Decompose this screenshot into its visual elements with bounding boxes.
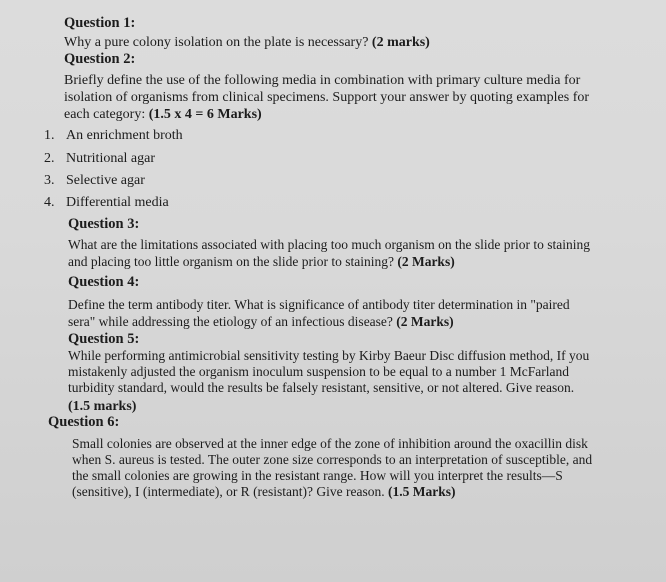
- question-2-line-2: isolation of organisms from clinical specimens. Support your answer by quoting examples for: [64, 90, 590, 105]
- question-2-marks: (1.5 x 4 = 6 Marks): [148, 107, 262, 122]
- question-3-line-2: [68, 254, 455, 269]
- list-item-number: 4.: [44, 195, 55, 210]
- question-3-line-1: What are the limitations associated with placing too much organism on the slide prior to staining: [68, 237, 591, 252]
- question-4-line-2: [68, 314, 454, 329]
- question-6-line-4-text: (sensitive), I (intermediate), or R (resistant)? Give reason.: [72, 484, 385, 499]
- question-4-title: Question 4:: [68, 274, 140, 290]
- question-5-title: Question 5:: [68, 331, 140, 347]
- question-6-title: Question 6:: [48, 414, 120, 430]
- question-6-marks: (1.5 Marks): [388, 484, 456, 499]
- question-1-title: Question 1:: [64, 15, 136, 31]
- question-5-marks: (1.5 marks): [68, 399, 137, 414]
- question-2-line-3-text: each category:: [64, 107, 146, 122]
- list-item-label: Selective agar: [66, 173, 145, 188]
- question-2-line-3: [64, 107, 262, 122]
- question-6-line-1: Small colonies are observed at the inner edge of the zone of inhibition around the oxacillin disk: [72, 436, 588, 451]
- question-2-title: Question 2:: [64, 51, 136, 67]
- list-item-number: 3.: [44, 173, 55, 188]
- question-4-line-2-text: sera" while addressing the etiology of an infectious disease?: [68, 314, 393, 329]
- question-3-line-2-text: and placing too little organism on the slide prior to staining?: [68, 254, 394, 269]
- question-1-marks: (2 marks): [371, 35, 430, 50]
- list-item-number: 1.: [44, 128, 55, 143]
- question-6-line-2: when S. aureus is tested. The outer zone size corresponds to an interpretation of susceptible, and: [72, 452, 593, 467]
- list-item-label: Differential media: [66, 195, 169, 210]
- question-4-marks: (2 Marks): [396, 314, 454, 329]
- list-item-label: Nutritional agar: [66, 151, 156, 166]
- question-6-line-3: the small colonies are growing in the resistant range. How will you interpret the results—S: [72, 468, 563, 483]
- question-3-title: Question 3:: [68, 216, 140, 232]
- question-3-marks: (2 Marks): [397, 254, 455, 269]
- question-5-line-1: While performing antimicrobial sensitivity testing by Kirby Baeur Disc diffusion method, If you: [68, 348, 590, 363]
- list-item-label: An enrichment broth: [66, 128, 183, 143]
- question-5-line-3: turbidity standard, would the results be falsely resistant, sensitive, or not altered. Give reason.: [68, 380, 575, 395]
- question-6-line-4: [72, 484, 456, 499]
- question-1-text: [64, 35, 430, 50]
- question-4-line-1: Define the term antibody titer. What is significance of antibody titer determination in "paired: [68, 297, 570, 312]
- question-5-line-2: mistakenly adjusted the organism inoculum suspension to be equal to a number 1 McFarland: [68, 364, 570, 379]
- question-2-line-1: Briefly define the use of the following media in combination with primary culture media for: [64, 73, 581, 88]
- question-1-prompt: Why a pure colony isolation on the plate is necessary?: [64, 35, 369, 50]
- list-item-number: 2.: [44, 151, 55, 166]
